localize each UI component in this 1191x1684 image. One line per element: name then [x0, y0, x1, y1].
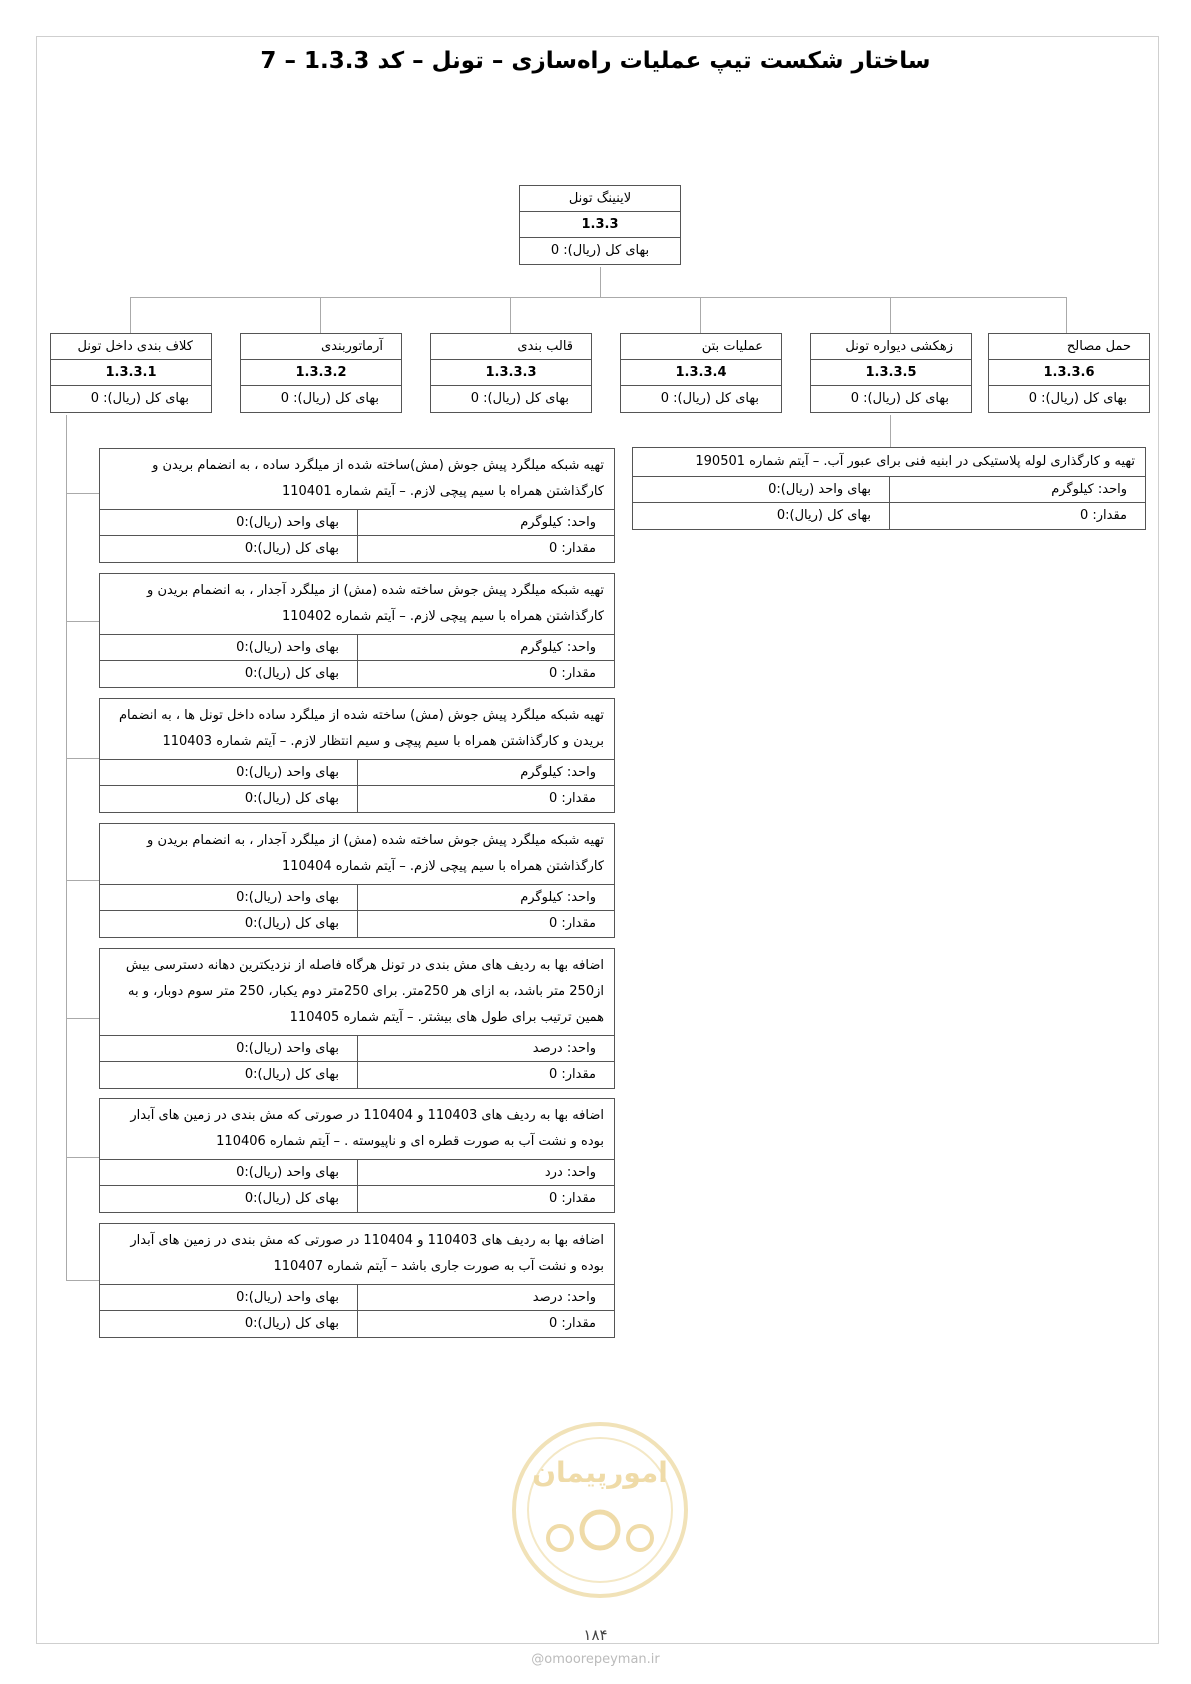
gear-icon: [628, 1526, 652, 1550]
node-code: 1.3.3.2: [241, 360, 401, 386]
node-code: 1.3.3.6: [989, 360, 1149, 386]
child-connector: [320, 297, 321, 333]
node-name: زهکشی دیواره تونل: [811, 334, 971, 360]
gear-icon: [548, 1526, 572, 1550]
item-description: تهیه شبکه میلگرد پیش جوش ساخته شده (مش) از میلگرد آجدار ، به انضمام بریدن و کارگذاشتن همراه با سیم پیچی لازم. – آیتم شماره 110402: [100, 574, 614, 635]
root-connector: [600, 267, 601, 297]
node-code: 1.3.3.5: [811, 360, 971, 386]
item-unit-price: بهای واحد (ریال):0: [100, 885, 357, 911]
child-node-1.3.3.6: [988, 333, 1150, 413]
footer-handle: @omoorepeyman.ir: [531, 1652, 660, 1667]
item-unit-price: بهای واحد (ریال):0: [633, 477, 889, 503]
seal-text: امورپیمان: [532, 1456, 668, 1489]
branch-bar: [130, 297, 1067, 298]
item-unit-price: بهای واحد (ریال):0: [100, 1160, 357, 1186]
item-unit-price: بهای واحد (ریال):0: [100, 760, 357, 786]
child-connector: [1066, 297, 1067, 333]
item-connector: [66, 880, 99, 881]
node-name: آرماتوربندی: [241, 334, 401, 360]
drain-connector: [890, 415, 891, 447]
item-description: اضافه بها به ردیف های 110403 و 110404 در صورتی که مش بندی در زمین های آبدار بوده و نشت آب به صورت جاری باشد – آیتم شماره 110407: [100, 1224, 614, 1285]
item-description: تهیه و کارگذاری لوله پلاستیکی در ابنیه فنی برای عبور آب. – آیتم شماره 190501: [633, 448, 1145, 477]
item-unit-price: بهای واحد (ریال):0: [100, 1285, 357, 1311]
child-node-1.3.3.5: [810, 333, 972, 413]
gear-icon: [582, 1512, 618, 1548]
item-total: بهای کل (ریال):0: [244, 1067, 339, 1082]
item-total: بهای کل (ریال):0: [244, 1191, 339, 1206]
item-total: بهای کل (ریال):0: [244, 541, 339, 556]
item-quantity: مقدار: 0: [357, 536, 614, 562]
item-box-110407: [99, 1223, 615, 1338]
node-code: 1.3.3.3: [431, 360, 591, 386]
child-node-1.3.3.4: [620, 333, 782, 413]
node-cost: بهای کل (ریال): 0: [850, 391, 949, 406]
child-node-1.3.3.1: [50, 333, 212, 413]
left-trunk: [66, 415, 67, 1280]
item-connector: [66, 493, 99, 494]
node-cost: بهای کل (ریال): 0: [280, 391, 379, 406]
item-quantity: مقدار: 0: [357, 1186, 614, 1212]
item-box-110403: [99, 698, 615, 813]
node-name: قالب بندی: [431, 334, 591, 360]
item-unit-price: بهای واحد (ریال):0: [100, 1036, 357, 1062]
item-unit-price: بهای واحد (ریال):0: [100, 635, 357, 661]
item-box-110405: [99, 948, 615, 1089]
item-description: تهیه شبکه میلگرد پیش جوش ساخته شده (مش) از میلگرد آجدار ، به انضمام بریدن و کارگذاشتن همراه با سیم پیچی لازم. – آیتم شماره 110404: [100, 824, 614, 885]
item-description: تهیه شبکه میلگرد پیش جوش (مش) ساخته شده از میلگرد ساده داخل تونل ها ، به انضمام بریدن و کارگذاشتن همراه با سیم پیچی و سیم انتظار لازم. – آیتم شماره 110403: [100, 699, 614, 760]
node-name: لاینینگ تونل: [520, 186, 680, 212]
item-quantity: مقدار: 0: [357, 911, 614, 937]
node-cost: بهای کل (ریال): 0: [470, 391, 569, 406]
node-cost: بهای کل (ریال): 0: [90, 391, 189, 406]
child-connector: [510, 297, 511, 333]
item-connector: [66, 621, 99, 622]
item-quantity: مقدار: 0: [357, 1311, 614, 1337]
item-connector: [66, 1280, 99, 1281]
node-code: 1.3.3.1: [51, 360, 211, 386]
item-unit: واحد: کیلوگرم: [357, 760, 614, 786]
page-title: ساختار شکست تیپ عملیات راه‌سازی – تونل – کد 1.3.3 – 7: [260, 48, 931, 74]
item-connector: [66, 1157, 99, 1158]
child-connector: [890, 297, 891, 333]
item-description: اضافه بها به ردیف های 110403 و 110404 در صورتی که مش بندی در زمین های آبدار بوده و نشت آب به صورت قطره ای و ناپیوسته . – آیتم شماره 110406: [100, 1099, 614, 1160]
item-description: اضافه بها به ردیف های مش بندی در تونل هرگاه فاصله از نزدیکترین دهانه دسترسی بیش از250 متر باشد، به ازای هر 250متر. برای 250متر دوم یکبار، 250 متر سوم دوبار، و به همین ترتیب برای طول های بیشتر. – آیتم شماره 110405: [100, 949, 614, 1036]
item-connector: [66, 758, 99, 759]
drain-item-box: [632, 447, 1146, 530]
item-total: بهای کل (ریال):0: [244, 791, 339, 806]
item-total: بهای کل (ریال):0: [244, 1316, 339, 1331]
item-total: بهای کل (ریال):0: [244, 916, 339, 931]
node-name: حمل مصالح: [989, 334, 1149, 360]
page-number: ۱۸۴: [583, 1626, 608, 1644]
node-cost: بهای کل (ریال): 0: [660, 391, 759, 406]
item-box-110401: [99, 448, 615, 563]
item-unit: واحد: درد: [357, 1160, 614, 1186]
item-quantity: مقدار: 0: [357, 661, 614, 687]
node-code: 1.3.3.4: [621, 360, 781, 386]
item-connector: [66, 1018, 99, 1019]
node-cost: بهای کل (ریال): 0: [1028, 391, 1127, 406]
node-name: عملیات بتن: [621, 334, 781, 360]
child-node-1.3.3.3: [430, 333, 592, 413]
child-connector: [700, 297, 701, 333]
node-name: کلاف بندی داخل تونل: [51, 334, 211, 360]
item-unit: واحد: کیلوگرم: [889, 477, 1145, 503]
item-unit: واحد: کیلوگرم: [357, 635, 614, 661]
item-unit: واحد: کیلوگرم: [357, 885, 614, 911]
item-unit: واحد: درصد: [357, 1036, 614, 1062]
item-unit-price: بهای واحد (ریال):0: [100, 510, 357, 536]
item-total: بهای کل (ریال):0: [244, 666, 339, 681]
child-node-1.3.3.2: [240, 333, 402, 413]
item-unit: واحد: درصد: [357, 1285, 614, 1311]
child-connector: [130, 297, 131, 333]
node-cost: بهای کل (ریال): 0: [550, 243, 650, 258]
item-total: بهای کل (ریال):0: [776, 508, 871, 523]
item-description: تهیه شبکه میلگرد پیش جوش (مش)ساخته شده از میلگرد ساده ، به انضمام بریدن و کارگذاشتن همراه با سیم پیچی لازم. – آیتم شماره 110401: [100, 449, 614, 510]
item-box-110402: [99, 573, 615, 688]
item-unit: واحد: کیلوگرم: [357, 510, 614, 536]
watermark-seal: [490, 1420, 710, 1600]
item-quantity: مقدار: 0: [357, 786, 614, 812]
root-node: [519, 185, 681, 265]
item-quantity: مقدار: 0: [889, 503, 1145, 529]
node-code: 1.3.3: [520, 212, 680, 238]
item-quantity: مقدار: 0: [357, 1062, 614, 1088]
item-box-110404: [99, 823, 615, 938]
item-box-110406: [99, 1098, 615, 1213]
